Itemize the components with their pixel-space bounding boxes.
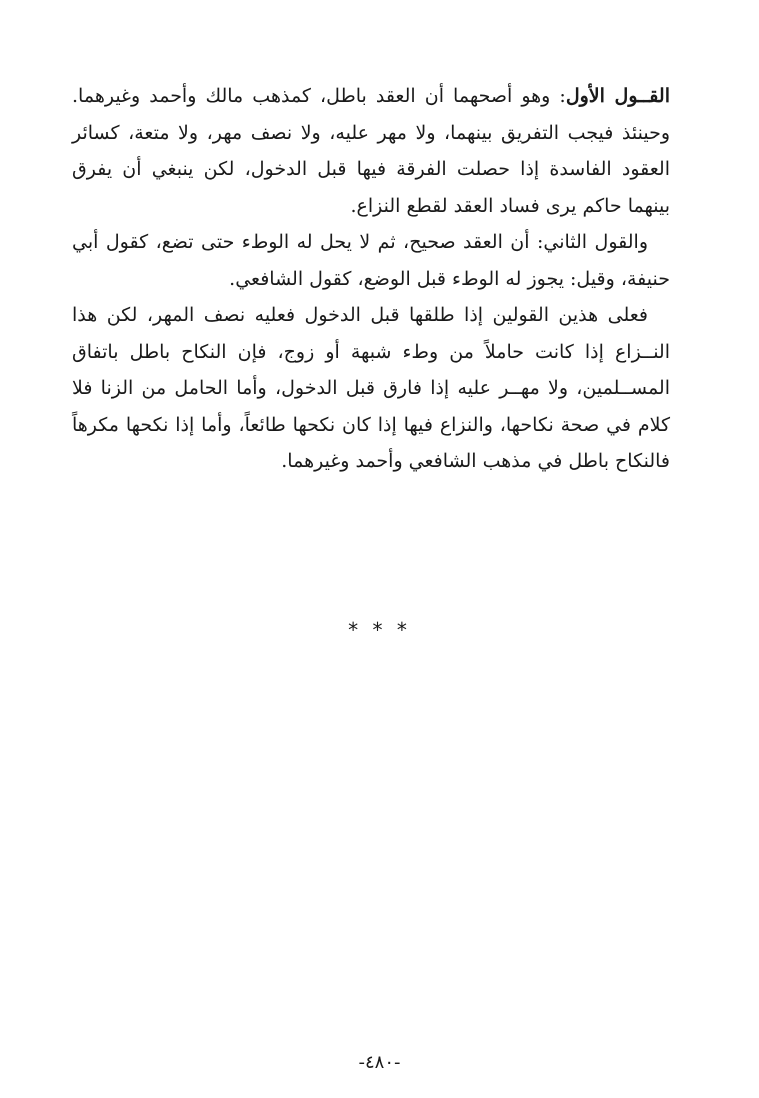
paragraph-text: : وهو أصحهما أن العقد باطل، كمذهب مالك وأحمد وغيرهما. وحينئذ فيجب التفريق بينهما، ولا مهر عليه، ولا نصف مهر، ولا متعة، كسائر العقود الفاسدة إذا حصلت الفرقة فيها قبل الدخول، لكن ينبغي أن يفرق بينهما حاكم يرى فساد العقد لقطع النزاع. [72, 85, 670, 217]
document-body [72, 78, 670, 480]
page-number: -٤٨٠- [358, 1052, 401, 1073]
opinion-heading: القــول الأول [565, 85, 670, 107]
paragraph-text: فعلى هذين القولين إذا طلقها قبل الدخول فعليه نصف المهر، لكن هذا النــزاع إذا كانت حاملاً من وطء شبهة أو زوج، فإن النكاح باطل باتفاق المســلمين، ولا مهــر عليه إذا فارق قبل الدخول، وأما الحامل من الزنا فلا كلام في صحة نكاحها، والنزاع فيها إذا كان نكحها طائعاً، وأما إذا نكحها مكرهاً فالنكاح باطل في مذهب الشافعي وأحمد وغيرهما. [72, 304, 670, 472]
paragraph-second-opinion [72, 224, 670, 297]
section-separator: * * * [348, 618, 411, 642]
paragraph-text: والقول الثاني: أن العقد صحيح، ثم لا يحل له الوطء حتى تضع، كقول أبي حنيفة، وقيل: يجوز له الوطء قبل الوضع، كقول الشافعي. [72, 231, 670, 290]
paragraph-first-opinion [72, 78, 670, 224]
paragraph-ruling [72, 297, 670, 480]
